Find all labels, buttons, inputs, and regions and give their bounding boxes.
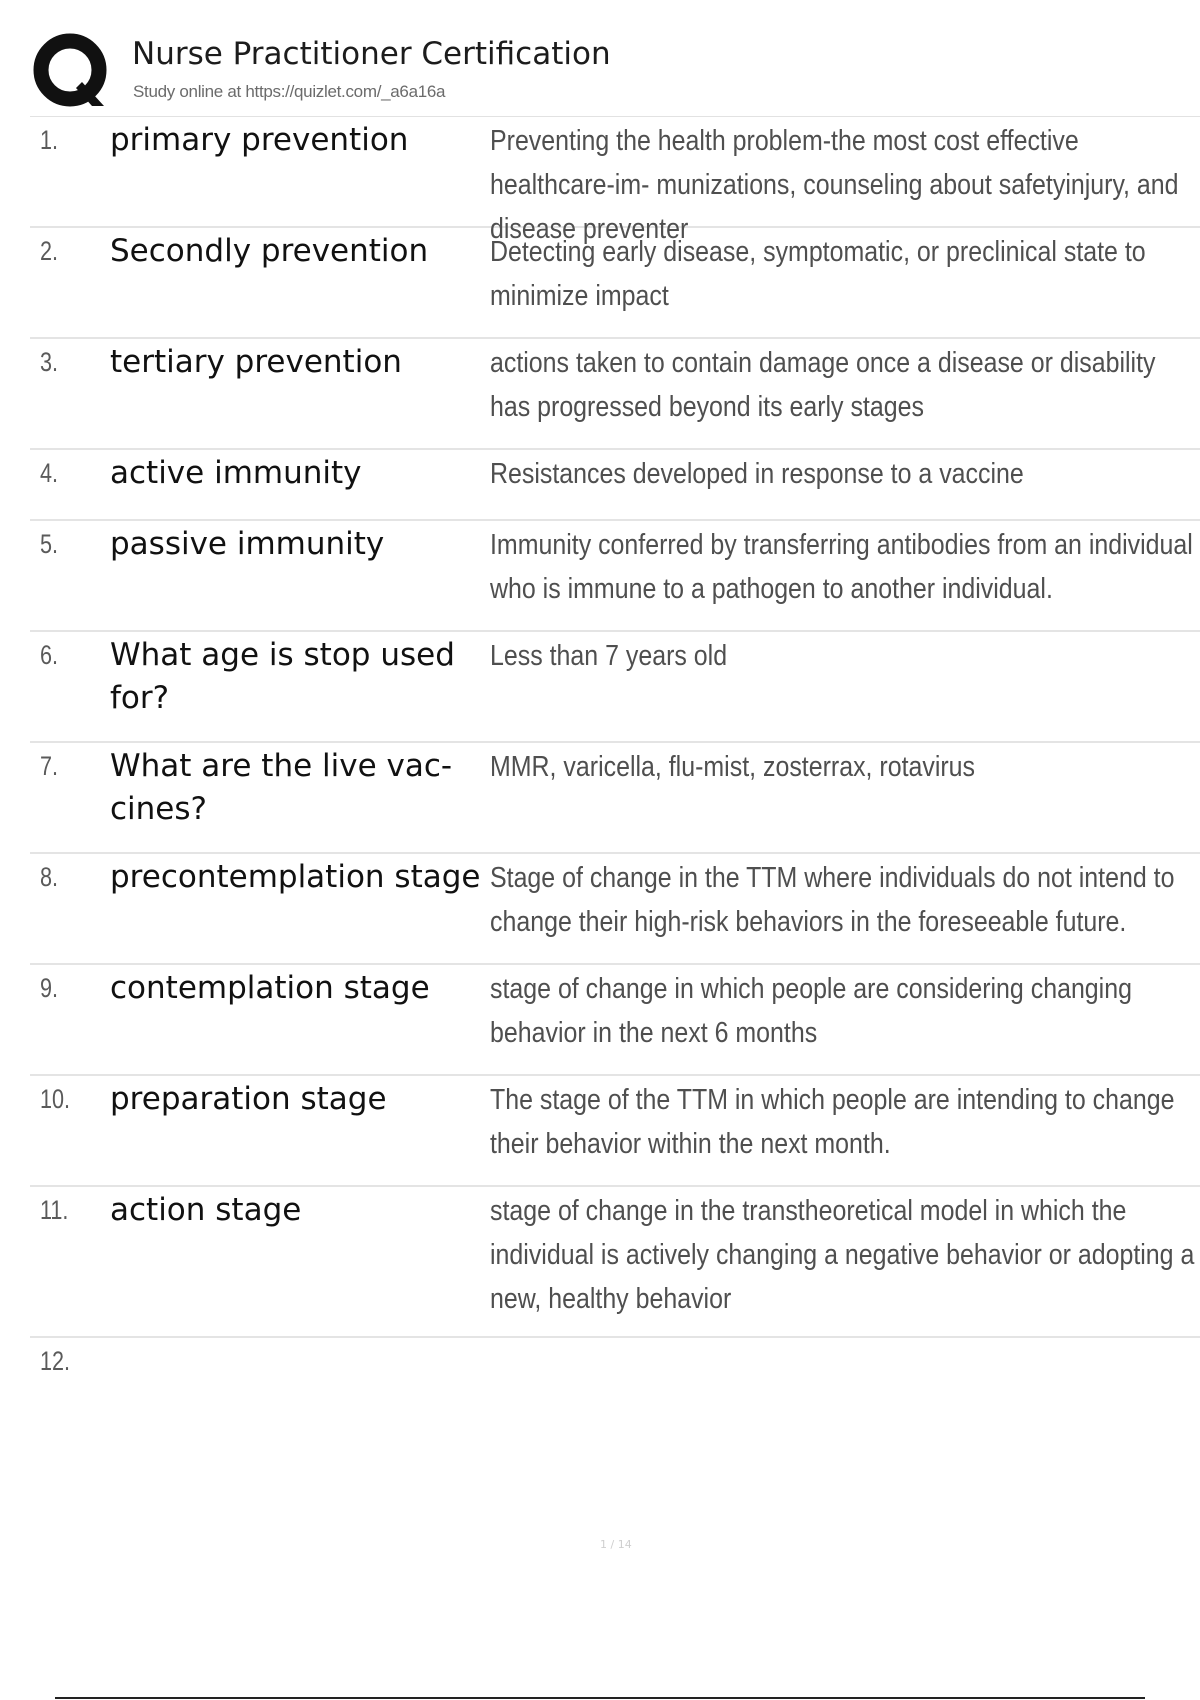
card-number: 7. xyxy=(40,751,59,781)
flashcard-row xyxy=(30,1187,1200,1338)
flashcard-row xyxy=(30,339,1200,450)
card-term: What age is stop used for? xyxy=(110,637,455,716)
flashcard-row xyxy=(30,854,1200,965)
card-definition: stage of change in which people are considering changing behavior in the next 6 months xyxy=(490,973,1132,1049)
card-number: 3. xyxy=(40,347,59,377)
study-online-link[interactable]: Study online at https://quizlet.com/_a6a16a xyxy=(133,82,446,101)
flashcard-row xyxy=(30,450,1200,521)
flashcard-row xyxy=(30,965,1200,1076)
card-number: 2. xyxy=(40,236,59,266)
card-definition: The stage of the TTM in which people are intending to change their behavior within the next month. xyxy=(490,1084,1175,1160)
flashcard-row xyxy=(30,1076,1200,1187)
card-term: precontemplation stage xyxy=(110,859,481,895)
card-definition: Stage of change in the TTM where individuals do not intend to change their high-risk behaviors in the foreseeable future. xyxy=(490,862,1175,938)
flashcard-row xyxy=(30,632,1200,743)
card-definition: Preventing the health problem-the most cost effective healthcare-im- munizations, counseling about safetyinjury, and disease preventer xyxy=(490,125,1179,245)
card-number: 5. xyxy=(40,529,59,559)
card-term: active immunity xyxy=(110,455,362,491)
card-term: primary prevention xyxy=(110,122,409,158)
flashcard-row xyxy=(30,117,1200,245)
document-title: Nurse Practitioner Certification xyxy=(132,36,611,72)
card-definition: Immunity conferred by transferring antibodies from an individual who is immune to a pathogen to another individual. xyxy=(490,529,1193,605)
flashcard-row xyxy=(30,521,1200,632)
card-term: What are the live vac- cines? xyxy=(110,748,453,827)
card-term: contemplation stage xyxy=(110,970,430,1006)
card-number: 8. xyxy=(40,862,59,892)
card-term: action stage xyxy=(110,1192,302,1228)
quizlet-q-logo-icon xyxy=(32,32,112,112)
card-term: Secondly prevention xyxy=(110,233,429,269)
page-indicator: 1 / 14 xyxy=(600,1538,632,1551)
card-number: 6. xyxy=(40,640,59,670)
card-term: passive immunity xyxy=(110,526,385,562)
card-number: 11. xyxy=(40,1195,69,1225)
document-header xyxy=(32,30,1200,118)
card-number: 4. xyxy=(40,458,59,488)
card-definition: Detecting early disease, symptomatic, or preclinical state to minimize impact xyxy=(490,236,1146,312)
card-definition: actions taken to contain damage once a disease or disability has progressed beyond its early stages xyxy=(490,347,1156,423)
card-definition: Less than 7 years old xyxy=(490,640,728,672)
card-number: 12. xyxy=(40,1346,71,1376)
card-number: 1. xyxy=(40,125,59,155)
flashcard-list xyxy=(30,117,1200,1418)
card-number: 10. xyxy=(40,1084,71,1114)
card-definition: MMR, varicella, flu-mist, zosterrax, rotavirus xyxy=(490,751,976,783)
flashcard-row xyxy=(30,228,1200,339)
card-term: preparation stage xyxy=(110,1081,387,1117)
flashcard-row xyxy=(30,743,1200,854)
card-definition: stage of change in the transtheoretical model in which the individual is actively changing a negative behavior or adopting a new, healthy behavior xyxy=(490,1195,1195,1315)
card-number: 9. xyxy=(40,973,59,1003)
card-definition: Resistances developed in response to a vaccine xyxy=(490,458,1024,490)
flashcard-row xyxy=(30,1338,1200,1418)
footer-divider xyxy=(55,1697,1145,1699)
card-term: tertiary prevention xyxy=(110,344,402,380)
